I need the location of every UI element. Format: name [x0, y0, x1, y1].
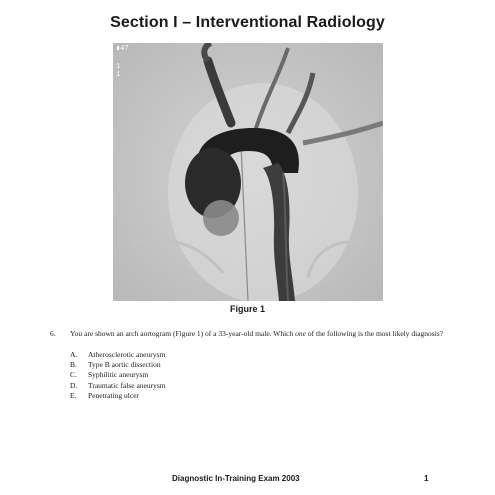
question-stem-part1: You are shown an arch aortogram (Figure 1) of a 33-year-old male. Which	[70, 329, 296, 338]
section-title: Section I – Interventional Radiology	[110, 14, 385, 31]
overlay-label-top: ▮47	[116, 45, 129, 53]
option-text: Traumatic false aneurysm	[88, 380, 166, 390]
aortogram-image	[113, 43, 383, 301]
answer-options	[70, 350, 166, 401]
answer-option-a	[70, 350, 166, 360]
overlay-label-bottom: 1	[116, 71, 121, 79]
overlay-label-middle: 1	[116, 63, 121, 71]
answer-option-b	[70, 360, 166, 370]
option-text: Penetrating ulcer	[88, 390, 140, 400]
answer-option-e	[70, 391, 166, 401]
question-stem-emphasis: one	[295, 329, 306, 338]
answer-option-c	[70, 370, 166, 380]
option-letter: C.	[70, 370, 77, 380]
figure-caption: Figure 1	[229, 304, 265, 314]
option-letter: E.	[70, 390, 77, 400]
question-number: 6.	[50, 329, 56, 338]
page-number: 1	[424, 474, 429, 483]
aortogram-drawing	[113, 43, 383, 301]
question-stem	[70, 329, 450, 339]
option-letter: B.	[70, 360, 77, 370]
footer-title: Diagnostic In-Training Exam 2003	[172, 474, 300, 483]
option-text: Type B aortic dissection	[88, 360, 161, 370]
question-stem-part2: of the following is the most likely diagnosis?	[305, 329, 444, 338]
option-text: Atherosclerotic aneurysm	[88, 350, 166, 359]
answer-option-d	[70, 381, 166, 391]
option-letter: A.	[70, 350, 78, 359]
option-letter: D.	[70, 380, 78, 390]
option-text: Syphilitic aneurysm	[88, 370, 149, 380]
